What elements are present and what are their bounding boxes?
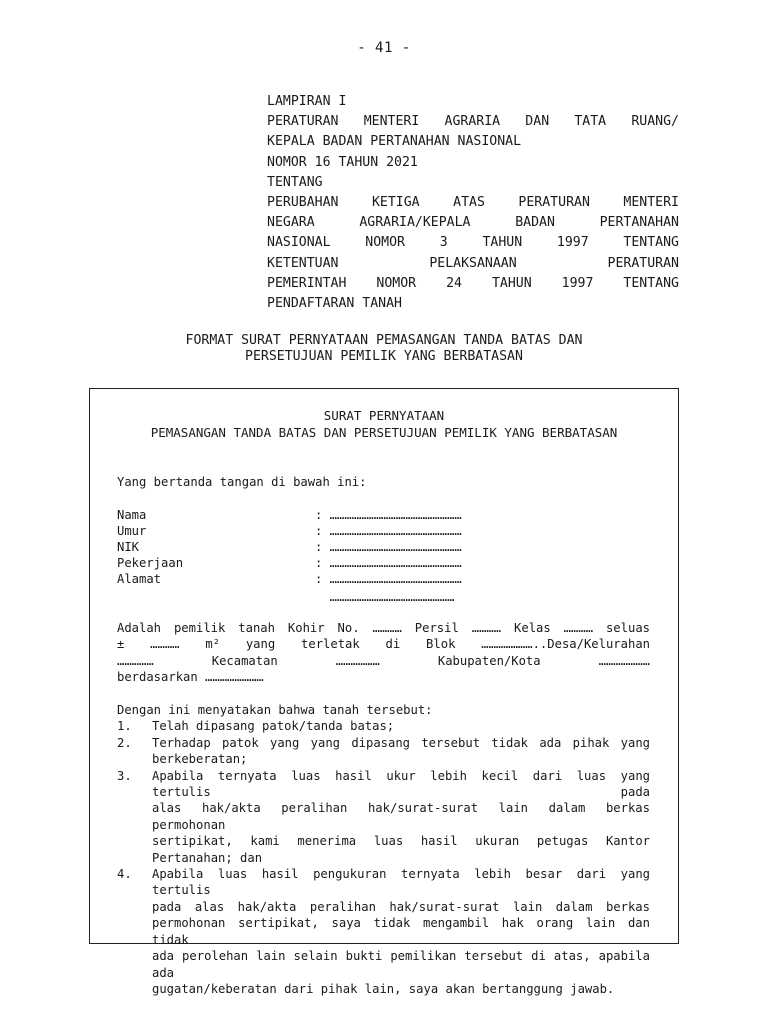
header-line: TENTANG: [267, 174, 323, 190]
statement-list: [117, 702, 650, 997]
field-label-umur: Umur: [117, 524, 147, 538]
list-item: [117, 718, 650, 734]
header-line: NEGARA AGRARIA/KEPALA BADAN PERTANAHAN: [267, 215, 679, 231]
statement-title: [89, 407, 679, 441]
statement-title-line: SURAT PERNYATAAN: [323, 408, 445, 423]
list-item-text: [152, 735, 650, 768]
field-value-alamat-continued: ……………………………………………: [315, 590, 455, 604]
list-item: [117, 866, 650, 997]
list-item-line: Apabila luas hasil pengukuran ternyata lebih besar dari yang tertulis: [152, 867, 650, 898]
list-item-text: [152, 866, 650, 997]
list-item-line: permohonan sertipikat, saya tidak mengambil hak orang lain dan tidak: [152, 916, 650, 947]
format-title-line: FORMAT SURAT PERNYATAAN PEMASANGAN TANDA BATAS DAN: [185, 333, 583, 348]
list-item-line: pada alas hak/akta peralihan hak/surat-surat lain dalam berkas: [152, 899, 650, 914]
header-line: NOMOR 16 TAHUN 2021: [267, 154, 418, 170]
list-item-line: Apabila ternyata luas hasil ukur lebih kecil dari luas yang tertulis pada: [152, 768, 650, 800]
list-item-line: ada perolehan lain selain bukti pemilikan tersebut di atas, apabila ada: [152, 949, 650, 980]
list-item-line: Telah dipasang patok/tanda batas;: [152, 719, 395, 734]
list-item-text: [152, 718, 650, 734]
ownership-line: ± ………… m² yang terletak di Blok …………………..Desa/Kelurahan: [117, 637, 650, 652]
list-item-line: Terhadap patok yang yang dipasang tersebut tidak ada pihak yang: [152, 735, 650, 750]
field-value-umur: : ………………………………………………: [315, 524, 462, 538]
field-value-nama: : ………………………………………………: [315, 508, 462, 522]
list-item-number: 2.: [117, 735, 132, 750]
format-title: [0, 333, 768, 365]
ownership-paragraph: [117, 620, 650, 686]
header-line: PEMERINTAH NOMOR 24 TAHUN 1997 TENTANG: [267, 275, 679, 291]
field-label-pekerjaan: Pekerjaan: [117, 556, 184, 570]
header-line: PERUBAHAN KETIGA ATAS PERATURAN MENTERI: [267, 195, 679, 211]
header-line: PENDAFTARAN TANAH: [267, 296, 402, 312]
header-line: PERATURAN MENTERI AGRARIA DAN TATA RUANG/: [267, 114, 679, 130]
field-label-nik: NIK: [117, 540, 140, 554]
list-item-text: [152, 768, 650, 866]
list-item-line: alas hak/akta peralihan hak/surat-surat lain dalam berkas permohonan: [152, 801, 650, 832]
field-value-alamat: : ………………………………………………: [315, 572, 462, 586]
ownership-line: Adalah pemilik tanah Kohir No. ………… Persil ………… Kelas ………… seluas: [117, 621, 650, 635]
list-item: [117, 768, 650, 866]
page-number: - 41 -: [357, 40, 411, 56]
list-item-number: 3.: [117, 768, 132, 783]
header-line: KEPALA BADAN PERTANAHAN NASIONAL: [267, 134, 522, 150]
format-title-line: PERSETUJUAN PEMILIK YANG BERBATASAN: [245, 349, 523, 364]
ownership-line: …………… Kecamatan ……………… Kabupaten/Kota …………………: [117, 653, 650, 668]
header-line: KETENTUAN PELAKSANAAN PERATURAN: [267, 255, 679, 271]
field-label-alamat: Alamat: [117, 572, 162, 586]
list-item-line: Pertanahan; dan: [152, 850, 263, 865]
field-value-nik: : ………………………………………………: [315, 540, 462, 554]
field-label-nama: Nama: [117, 508, 147, 522]
header-line: LAMPIRAN I: [267, 94, 347, 109]
list-item-line: berkeberatan;: [152, 752, 248, 767]
header-line: NASIONAL NOMOR 3 TAHUN 1997 TENTANG: [267, 235, 679, 251]
list-item: [117, 735, 650, 768]
intro-text: Yang bertanda tangan di bawah ini:: [117, 475, 367, 489]
list-item-number: 4.: [117, 867, 132, 882]
field-value-pekerjaan: : ………………………………………………: [315, 556, 462, 570]
list-item-number: 1.: [117, 719, 132, 734]
statement-title-line: PEMASANGAN TANDA BATAS DAN PERSETUJUAN PEMILIK YANG BERBATASAN: [150, 425, 618, 440]
ownership-line: berdasarkan ……………………: [117, 670, 264, 685]
regulation-header: [267, 92, 679, 314]
list-item-line: gugatan/keberatan dari pihak lain, saya akan bertanggung jawab.: [152, 981, 615, 996]
list-item-line: sertipikat, kami menerima luas hasil ukuran petugas Kantor: [152, 834, 650, 849]
statement-intro: Dengan ini menyatakan bahwa tanah tersebut:: [117, 703, 433, 717]
